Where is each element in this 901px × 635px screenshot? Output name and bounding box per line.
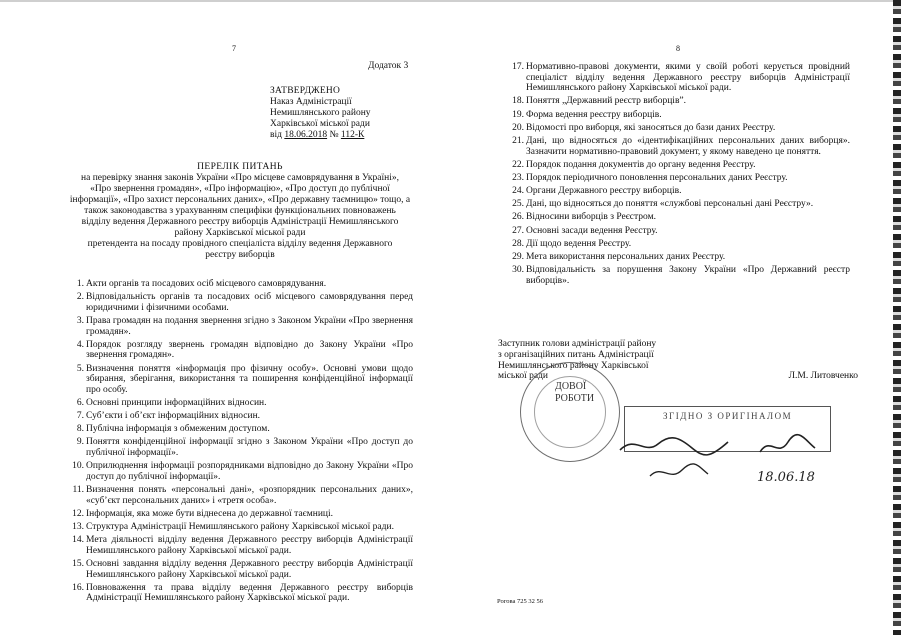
questions-list-right <box>510 62 850 289</box>
item-number: 14. <box>72 535 84 546</box>
item-text: Органи Державного реєстру виборців. <box>526 186 682 197</box>
item-text: Мета діяльності відділу ведення Державного реєстру виборців Адміністрації Немишлянського району Харківської міської ради. <box>86 535 413 556</box>
annex-label: Додаток 3 <box>368 61 409 71</box>
item-number: 16. <box>72 582 84 593</box>
title-line: претендента на посаду провідного спеціаліста відділу ведення Державного <box>87 239 393 249</box>
list-item <box>510 226 850 237</box>
list-item <box>70 437 413 458</box>
list-item <box>70 485 413 506</box>
list-item <box>70 535 413 556</box>
item-text: Порядок періодичного поновлення персональних даних Реєстру. <box>526 172 788 183</box>
item-number: 18. <box>512 96 524 107</box>
list-item <box>510 212 850 223</box>
list-item <box>510 96 850 107</box>
item-text: Права громадян на подання звернення згідно з Законом України «Про звернення громадян». <box>86 315 413 337</box>
list-item <box>70 398 413 409</box>
title-line: реєстру виборців <box>205 250 275 260</box>
list-item <box>70 522 413 533</box>
item-text: Порядок розгляду звернень громадян відповідно до Закону України «Про звернення громадян». <box>86 339 413 361</box>
list-item <box>510 160 850 171</box>
item-number: 7. <box>76 411 84 422</box>
item-number: 26. <box>512 212 524 223</box>
title-line: «Про звернення громадян», «Про інформацію», «Про доступ до публічної <box>90 184 390 194</box>
title-line: на перевірку знання законів України «Про місцеве самоврядування в Україні», <box>81 173 399 183</box>
item-number: 22. <box>512 159 524 170</box>
item-text: Форма ведення реєстру виборців. <box>526 109 662 120</box>
approval-line-1: Наказ Адміністрації <box>270 97 352 107</box>
item-number: 1. <box>76 279 84 289</box>
list-item <box>510 186 850 197</box>
item-text: Суб’єкти і об’єкт інформаційних відносин. <box>86 411 261 422</box>
certified-copy-stamp-text: ЗГІДНО З ОРИГІНАЛОМ <box>663 411 793 421</box>
seal-text-line: ДОВОЇ <box>555 381 587 392</box>
list-item <box>510 265 850 286</box>
handwritten-date: 18.06.18 <box>757 470 815 485</box>
title-heading: ПЕРЕЛІК ПИТАНЬ <box>197 162 283 172</box>
scan-binding-strip <box>893 0 901 635</box>
item-number: 27. <box>512 225 524 236</box>
item-text: Дані, що відносяться до поняття «службові персональні дані Реєстру». <box>526 199 814 210</box>
title-line: відділу ведення Державного реєстру виборців Адміністрації Немишлянського <box>81 217 399 227</box>
item-number: 9. <box>76 437 84 448</box>
item-number: 17. <box>512 62 524 72</box>
list-item <box>70 509 413 520</box>
item-text: Визначення понять «персональні дані», «розпорядник персональних даних», «суб’єкт персональних даних» і «третя особа». <box>86 485 413 506</box>
item-text: Порядок подання документів до органу ведення Реєстру. <box>526 159 756 170</box>
approval-date: 18.06.2018 <box>284 130 328 140</box>
item-number: 6. <box>76 397 84 408</box>
item-text: Інформація, яка може бути віднесена до державної таємниці. <box>86 508 334 519</box>
item-number: 28. <box>512 238 524 249</box>
number-prefix: № <box>327 130 341 140</box>
signature-line-3: Немишлянського району Харківської <box>498 360 649 371</box>
item-text: Повноваження та права відділу ведення Державного реєстру виборців Адміністрації Немишлянського району Харківської міської ради. <box>86 582 413 604</box>
list-item <box>510 239 850 250</box>
item-number: 19. <box>512 109 524 120</box>
approval-heading: ЗАТВЕРДЖЕНО <box>270 86 341 96</box>
item-text: Мета використання персональних даних Реєстру. <box>526 252 726 263</box>
title-line: інформації», «Про захист персональних даних», «Про державну таємницю» тощо, а <box>69 195 411 205</box>
item-text: Відносини виборців з Реєстром. <box>526 212 656 223</box>
item-text: Дії щодо ведення Реєстру. <box>526 238 632 249</box>
item-number: 5. <box>76 363 84 374</box>
item-text: Акти органів та посадових осіб місцевого самоврядування. <box>86 279 327 289</box>
list-item <box>70 292 413 313</box>
signature-line-2: з організаційних питань Адміністрації <box>498 349 654 360</box>
approval-block <box>270 86 371 141</box>
list-item <box>510 62 850 94</box>
date-prefix: від <box>270 130 285 140</box>
list-item <box>70 316 413 337</box>
title-line: району Харківської міської ради <box>174 228 306 238</box>
list-item <box>70 461 413 482</box>
round-seal-text <box>555 381 594 405</box>
item-number: 30. <box>512 265 524 276</box>
item-number: 8. <box>76 424 84 435</box>
questions-list-left <box>70 279 413 607</box>
item-number: 21. <box>512 135 524 146</box>
footer-note: Рогова 725 32 56 <box>497 598 543 605</box>
list-item <box>70 364 413 396</box>
item-text: Поняття „Державний реєстр виборців”. <box>526 96 687 107</box>
list-item <box>510 110 850 121</box>
list-item <box>70 411 413 422</box>
title-line: також законодавства з урахуванням специфіки функціональних повноважень <box>84 206 396 216</box>
page-number-right: 8 <box>676 44 680 53</box>
item-number: 3. <box>76 315 84 326</box>
item-number: 13. <box>72 522 84 532</box>
item-text: Основні засади ведення Реєстру. <box>526 225 658 236</box>
item-text: Відповідальність за порушення Закону України «Про Державний реєстр виборців». <box>526 265 850 286</box>
item-number: 29. <box>512 252 524 263</box>
seal-text-line: РОБОТИ <box>555 393 595 404</box>
document-title <box>40 162 440 261</box>
item-text: Поняття конфіденційної інформації згідно з Законом України «Про доступ до публічної інформації». <box>86 437 413 459</box>
list-item <box>510 123 850 134</box>
signature-line-1: Заступник голови адміністрації району <box>498 339 657 349</box>
signature-line-4: міської ради <box>498 371 548 382</box>
item-text: Відомості про виборця, які заносяться до бази даних Реєстру. <box>526 122 776 133</box>
item-number: 12. <box>72 508 84 519</box>
item-number: 20. <box>512 122 524 133</box>
item-number: 11. <box>72 485 84 496</box>
item-text: Відповідальність органів та посадових осіб місцевого самоврядування перед юридичними і фізичними особами. <box>86 292 413 313</box>
item-text: Визначення поняття «інформація про фізичну особу». Основні умови щодо збирання, зберігання, використання та поширення конфіденційної інформації про особу. <box>86 363 413 395</box>
approval-number: 112-К <box>340 130 365 140</box>
approval-line-2: Немишлянського району <box>270 108 371 118</box>
item-text: Оприлюднення інформації розпорядниками відповідно до Закону України «Про доступ до публічної інформації». <box>86 461 413 482</box>
item-number: 24. <box>512 186 524 197</box>
left-page <box>0 0 450 635</box>
approval-line-3: Харківської міської ради <box>270 119 370 129</box>
item-text: Основні принципи інформаційних відносин. <box>86 397 267 408</box>
list-item <box>70 424 413 435</box>
list-item <box>510 136 850 157</box>
list-item <box>510 173 850 184</box>
item-number: 4. <box>76 339 84 350</box>
approval-date-line <box>270 130 371 141</box>
list-item <box>510 199 850 210</box>
item-number: 2. <box>76 292 84 303</box>
item-number: 15. <box>72 558 84 569</box>
signatory-name: Л.М. Литовченко <box>788 371 858 382</box>
item-text: Основні завдання відділу ведення Державного реєстру виборців Адміністрації Немишлянського району Харківської міської ради. <box>86 558 413 580</box>
item-text: Дані, що відносяться до «ідентифікаційних персональних даних виборця». Зазначити нормативно-правовий документ, у якому наведено це поняття. <box>526 135 850 157</box>
list-item <box>70 559 413 580</box>
item-number: 10. <box>72 461 84 472</box>
item-text: Нормативно-правові документи, якими у своїй роботі керується провідний спеціаліст відділу ведення Державного реєстру виборців Адміністрації Немишлянського району Харківської міської ради. <box>526 62 850 94</box>
list-item <box>70 340 413 361</box>
item-text: Публічна інформація з обмеженим доступом. <box>86 424 270 435</box>
list-item <box>70 279 413 290</box>
page-number-left: 7 <box>232 44 236 53</box>
item-text: Структура Адміністрації Немишлянського району Харківської міської ради. <box>86 522 394 532</box>
list-item <box>510 252 850 263</box>
item-number: 23. <box>512 172 524 183</box>
item-number: 25. <box>512 199 524 210</box>
list-item <box>70 583 413 604</box>
